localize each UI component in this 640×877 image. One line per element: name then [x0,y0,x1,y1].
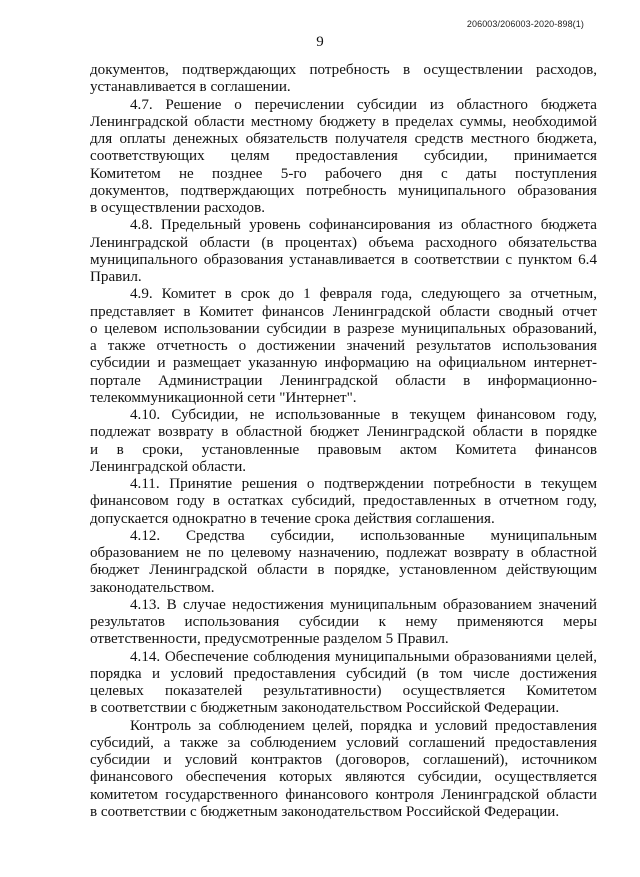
paragraph-line: а также отчетность о достижении значений результатов использования [90,338,597,354]
paragraph-line: Ленинградской области местному бюджету в пределах суммы, необходимой [90,113,597,130]
paragraph-line: о целевом использовании субсидии в разрезе муниципальных образований, [90,320,597,337]
paragraph-line: допускается однократно в течение срока действия соглашения. [90,510,495,527]
page-number: 9 [316,34,324,50]
document-body [90,62,597,821]
paragraph-line: Ленинградской области. [90,458,247,475]
paragraph-line: Комитетом не позднее 5-го рабочего дня с даты поступления [90,165,597,182]
paragraph-line: документов, подтверждающих потребность в осуществлении расходов, [90,62,597,78]
paragraph-line: 4.13. В случае недостижения муниципальным образованием значений [130,596,597,613]
paragraph-line: 4.14. Обеспечение соблюдения муниципальными образованиями целей, [130,648,597,665]
paragraph-line: в соответствии с бюджетным законодательством Российской Федерации. [90,700,560,717]
paragraph-line: Контроль за соблюдением целей, порядка и условий предоставления [130,717,597,734]
paragraph-line: соответствующих целям предоставления субсидии, принимается [90,148,597,165]
paragraph-line: образованием не по целевому назначению, подлежат возврату в областной [90,545,597,561]
paragraph-line: для оплаты денежных обязательств получателя средств местного бюджета, [90,131,597,147]
paragraph-line: муниципального образования устанавливается в соответствии с пунктом 6.4 [90,251,597,268]
paragraph-line: 4.7. Решение о перечислении субсидии из областного бюджета [130,96,597,113]
paragraph-line: Правил. [90,269,142,285]
paragraph-line: портале Администрации Ленинградской области в информационно- [90,372,597,389]
paragraph-line: в соответствии с бюджетным законодательством Российской Федерации. [90,803,560,820]
paragraph-line: представляет в Комитет финансов Ленинградской области сводный отчет [90,303,597,320]
paragraph-line: подлежат возврату в областной бюджет Ленинградской области в порядке [90,424,597,441]
paragraph-line: целевых показателей результативности) осуществляется Комитетом [90,683,597,699]
paragraph-line: документов, подтверждающих потребность муниципального образования [90,182,597,199]
paragraph-line: субсидии и условий контрактов (договоров, соглашений), источником [90,752,597,768]
paragraph-line: Ленинградской области (в процентах) объема расходного обязательства [90,234,597,251]
paragraph-line: финансовом году в остатках субсидий, предоставленных в отчетном году, [90,493,597,510]
paragraph-line: в осуществлении расходов. [90,200,265,216]
paragraph-line: финансового обеспечения которых являются субсидии, осуществляется [90,769,597,786]
paragraph-line: законодательством. [90,579,215,596]
paragraph-line: комитетом государственного финансового контроля Ленинградской области [90,786,597,803]
paragraph-line: 4.10. Субсидии, не использованные в текущем финансовом году, [130,407,597,423]
paragraph-line: порядка и условий предоставления субсидий (в том числе достижения [90,665,597,682]
paragraph-line: 4.9. Комитет в срок до 1 февраля года, следующего за отчетным, [130,286,597,303]
paragraph-line: результатов использования субсидии к нему применяются меры [90,614,597,630]
paragraph-line: телекоммуникационной сети "Интернет". [90,389,357,406]
paragraph-line: бюджет Ленинградской области в порядке, установленном действующим [90,562,597,579]
paragraph-line: и в сроки, установленные правовым актом Комитета финансов [90,441,597,458]
document-id: 206003/206003-2020-898(1) [466,19,584,29]
paragraph-line: субсидии и размещает указанную информацию на официальном интернет- [90,355,597,372]
paragraph-line: 4.12. Средства субсидии, использованные муниципальным [130,527,597,544]
paragraph-line: устанавливается в соглашении. [90,79,291,96]
paragraph-line: 4.11. Принятие решения о подтверждении потребности в текущем [130,476,597,492]
paragraph-line: ответственности, предусмотренные разделом 5 Правил. [90,631,449,648]
paragraph-line: субсидий, а также за соблюдением условий соглашений предоставления [90,734,597,751]
paragraph-line: 4.8. Предельный уровень софинансирования из областного бюджета [130,217,597,234]
